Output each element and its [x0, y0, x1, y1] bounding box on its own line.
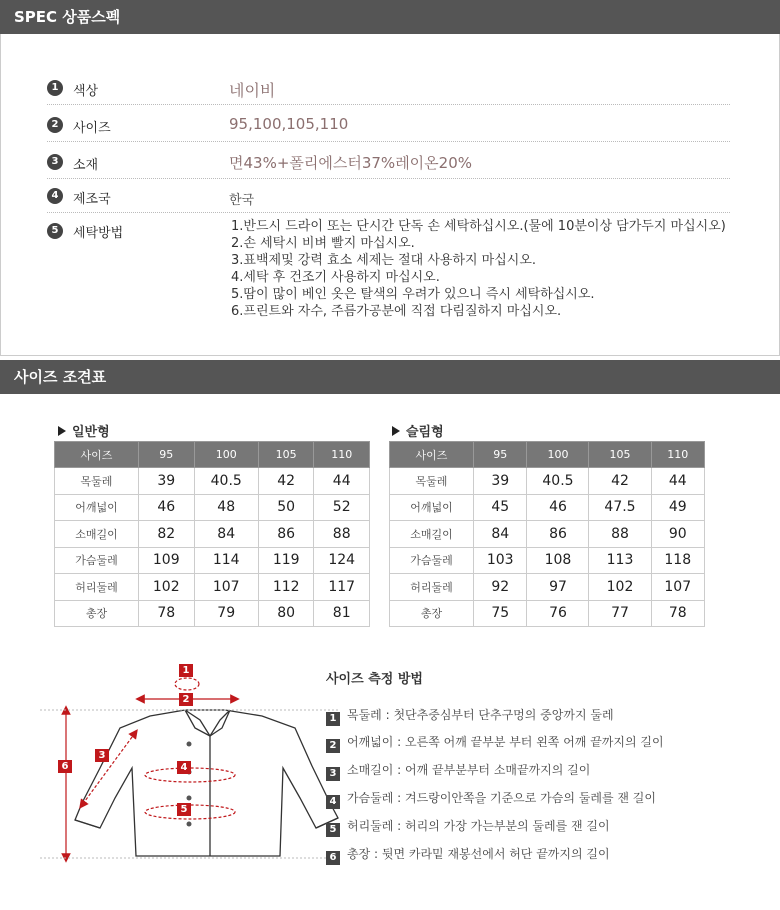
table-cell: 108: [527, 547, 589, 574]
measure-text: 어깨넓이 : 오른쪽 어깨 끝부분 부터 왼쪽 어깨 끝까지의 길이: [347, 735, 664, 749]
table-header-row: [390, 442, 705, 468]
table-cell: 47.5: [589, 494, 651, 521]
spec-num: 3: [47, 154, 63, 170]
triangle-icon: [58, 426, 66, 436]
column-header: 105: [258, 442, 314, 468]
table-cell: 75: [474, 600, 527, 627]
spec-num: 4: [47, 188, 63, 204]
table-row: [55, 574, 370, 601]
spec-row-size: [47, 108, 730, 142]
measure-text: 목둘레 : 첫단추중심부터 단추구멍의 중앙까지 둘레: [347, 708, 614, 722]
diagram-label-1: 1: [179, 664, 193, 677]
row-label: 목둘레: [55, 468, 139, 495]
measure-item: [326, 790, 656, 806]
measure-num: 4: [326, 795, 340, 809]
table-cell: 80: [258, 600, 314, 627]
table-cell: 40.5: [527, 468, 589, 495]
table-cell: 77: [589, 600, 651, 627]
spec-row-origin: [47, 182, 730, 213]
table-row: [390, 494, 705, 521]
diagram-label-5: 5: [177, 803, 191, 816]
column-header: 100: [194, 442, 258, 468]
wash-line: 1.반드시 드라이 또는 단시간 단독 손 세탁하십시오.(물에 10분이상 담가두지 마십시오): [231, 219, 726, 234]
table-cell: 102: [139, 574, 195, 601]
wash-line: 4.세탁 후 건조기 사용하지 마십시오.: [231, 270, 440, 285]
table-cell: 52: [314, 494, 370, 521]
table-cell: 88: [314, 521, 370, 548]
table-cell: 78: [651, 600, 705, 627]
measure-num: 5: [326, 823, 340, 837]
measure-text: 소매길이 : 어깨 끝부분부터 소매끝까지의 길이: [347, 763, 591, 777]
table-cell: 97: [527, 574, 589, 601]
table-cell: 103: [474, 547, 527, 574]
wash-line: 2.손 세탁시 비벼 빨지 마십시오.: [231, 236, 415, 251]
spec-num: 2: [47, 117, 63, 133]
column-header: 95: [139, 442, 195, 468]
table-cell: 107: [194, 574, 258, 601]
table-cell: 88: [589, 521, 651, 548]
table-cell: 114: [194, 547, 258, 574]
spec-row-wash: [47, 218, 730, 322]
table-row: [390, 600, 705, 627]
spec-num: 5: [47, 223, 63, 239]
size-table-regular: [54, 441, 370, 627]
table-cell: 50: [258, 494, 314, 521]
diagram-label-3: 3: [95, 749, 109, 762]
measure-item: [326, 707, 614, 723]
measure-text: 허리둘레 : 허리의 가장 가는부분의 둘레를 잰 길이: [347, 819, 610, 833]
column-header: 95: [474, 442, 527, 468]
row-label: 총장: [55, 600, 139, 627]
triangle-icon: [392, 426, 400, 436]
spec-label: 사이즈: [73, 121, 111, 136]
row-label: 소매길이: [390, 521, 474, 548]
table-cell: 117: [314, 574, 370, 601]
table-cell: 82: [139, 521, 195, 548]
wash-line: 3.표백제및 강력 효소 세제는 절대 사용하지 마십시오.: [231, 253, 537, 268]
table-cell: 119: [258, 547, 314, 574]
table-cell: 39: [474, 468, 527, 495]
size-table-slim: [389, 441, 705, 627]
spec-value: 네이비: [229, 81, 276, 100]
measure-item: [326, 818, 610, 834]
measure-item: [326, 762, 590, 778]
table-cell: 45: [474, 494, 527, 521]
size-chart-header: 사이즈 조견표: [0, 360, 780, 394]
wash-line: 5.땀이 많이 베인 옷은 탈색의 우려가 있으니 즉시 세탁하십시오.: [231, 287, 595, 302]
table-cell: 76: [527, 600, 589, 627]
table-row: [390, 547, 705, 574]
table-cell: 107: [651, 574, 705, 601]
table-cell: 46: [139, 494, 195, 521]
table-cell: 92: [474, 574, 527, 601]
measure-num: 2: [326, 739, 340, 753]
table-cell: 102: [589, 574, 651, 601]
diagram-label-4: 4: [177, 761, 191, 774]
table-row: [55, 494, 370, 521]
row-label: 가슴둘레: [55, 547, 139, 574]
row-label: 어깨넓이: [390, 494, 474, 521]
table-cell: 79: [194, 600, 258, 627]
table-cell: 113: [589, 547, 651, 574]
table-row: [390, 574, 705, 601]
table-cell: 109: [139, 547, 195, 574]
table-cell: 44: [314, 468, 370, 495]
table-cell: 86: [258, 521, 314, 548]
measure-item: [326, 734, 664, 750]
measure-num: 6: [326, 851, 340, 865]
column-header: 100: [527, 442, 589, 468]
row-label: 허리둘레: [390, 574, 474, 601]
spec-row-color: [47, 74, 730, 105]
spec-value: 한국: [229, 193, 255, 208]
table-row: [55, 521, 370, 548]
table-cell: 49: [651, 494, 705, 521]
table-cell: 48: [194, 494, 258, 521]
table-header-row: [55, 442, 370, 468]
row-label: 허리둘레: [55, 574, 139, 601]
table-cell: 112: [258, 574, 314, 601]
table-cell: 90: [651, 521, 705, 548]
wash-line: 6.프린트와 자수, 주름가공분에 직접 다림질하지 마십시오.: [231, 304, 562, 319]
table-cell: 42: [258, 468, 314, 495]
table-title-slim: 슬림형: [392, 421, 444, 440]
table-cell: 81: [314, 600, 370, 627]
diagram-label-6: 6: [58, 760, 72, 773]
table-cell: 40.5: [194, 468, 258, 495]
measure-num: 1: [326, 712, 340, 726]
column-header: 사이즈: [55, 442, 139, 468]
spec-num: 1: [47, 80, 63, 96]
table-row: [55, 468, 370, 495]
table-row: [55, 600, 370, 627]
table-cell: 84: [474, 521, 527, 548]
table-cell: 78: [139, 600, 195, 627]
spec-label: 세탁방법: [73, 226, 124, 241]
table-cell: 124: [314, 547, 370, 574]
table-cell: 86: [527, 521, 589, 548]
spec-row-material: [47, 145, 730, 179]
table-cell: 46: [527, 494, 589, 521]
measure-num: 3: [326, 767, 340, 781]
wash-instructions: [231, 218, 726, 320]
measure-text: 가슴둘레 : 겨드랑이안쪽을 기준으로 가슴의 둘레를 잰 길이: [347, 791, 656, 805]
spec-label: 소재: [73, 158, 99, 173]
column-header: 105: [589, 442, 651, 468]
column-header: 110: [651, 442, 705, 468]
diagram-label-2: 2: [179, 693, 193, 706]
table-row: [390, 521, 705, 548]
spec-label: 제조국: [73, 192, 111, 207]
table-cell: 42: [589, 468, 651, 495]
table-row: [390, 468, 705, 495]
table-cell: 39: [139, 468, 195, 495]
shirt-outline: [75, 710, 338, 856]
table-cell: 84: [194, 521, 258, 548]
spec-label: 색상: [73, 84, 99, 99]
spec-panel: [0, 34, 780, 356]
column-header: 사이즈: [390, 442, 474, 468]
spec-value: 95,100,105,110: [229, 115, 349, 133]
table-cell: 118: [651, 547, 705, 574]
table-row: [55, 547, 370, 574]
spec-header: SPEC 상품스펙: [0, 0, 780, 34]
measure-text: 총장 : 뒷면 카라밑 재봉선에서 허단 끝까지의 길이: [347, 847, 610, 861]
row-label: 가슴둘레: [390, 547, 474, 574]
row-label: 총장: [390, 600, 474, 627]
spec-value: 면43%+폴리에스터37%레이온20%: [229, 154, 472, 172]
row-label: 소매길이: [55, 521, 139, 548]
table-cell: 44: [651, 468, 705, 495]
column-header: 110: [314, 442, 370, 468]
row-label: 목둘레: [390, 468, 474, 495]
row-label: 어깨넓이: [55, 494, 139, 521]
table-title-regular: 일반형: [58, 421, 110, 440]
measure-title: 사이즈 측정 방법: [326, 672, 423, 687]
measure-item: [326, 846, 610, 862]
